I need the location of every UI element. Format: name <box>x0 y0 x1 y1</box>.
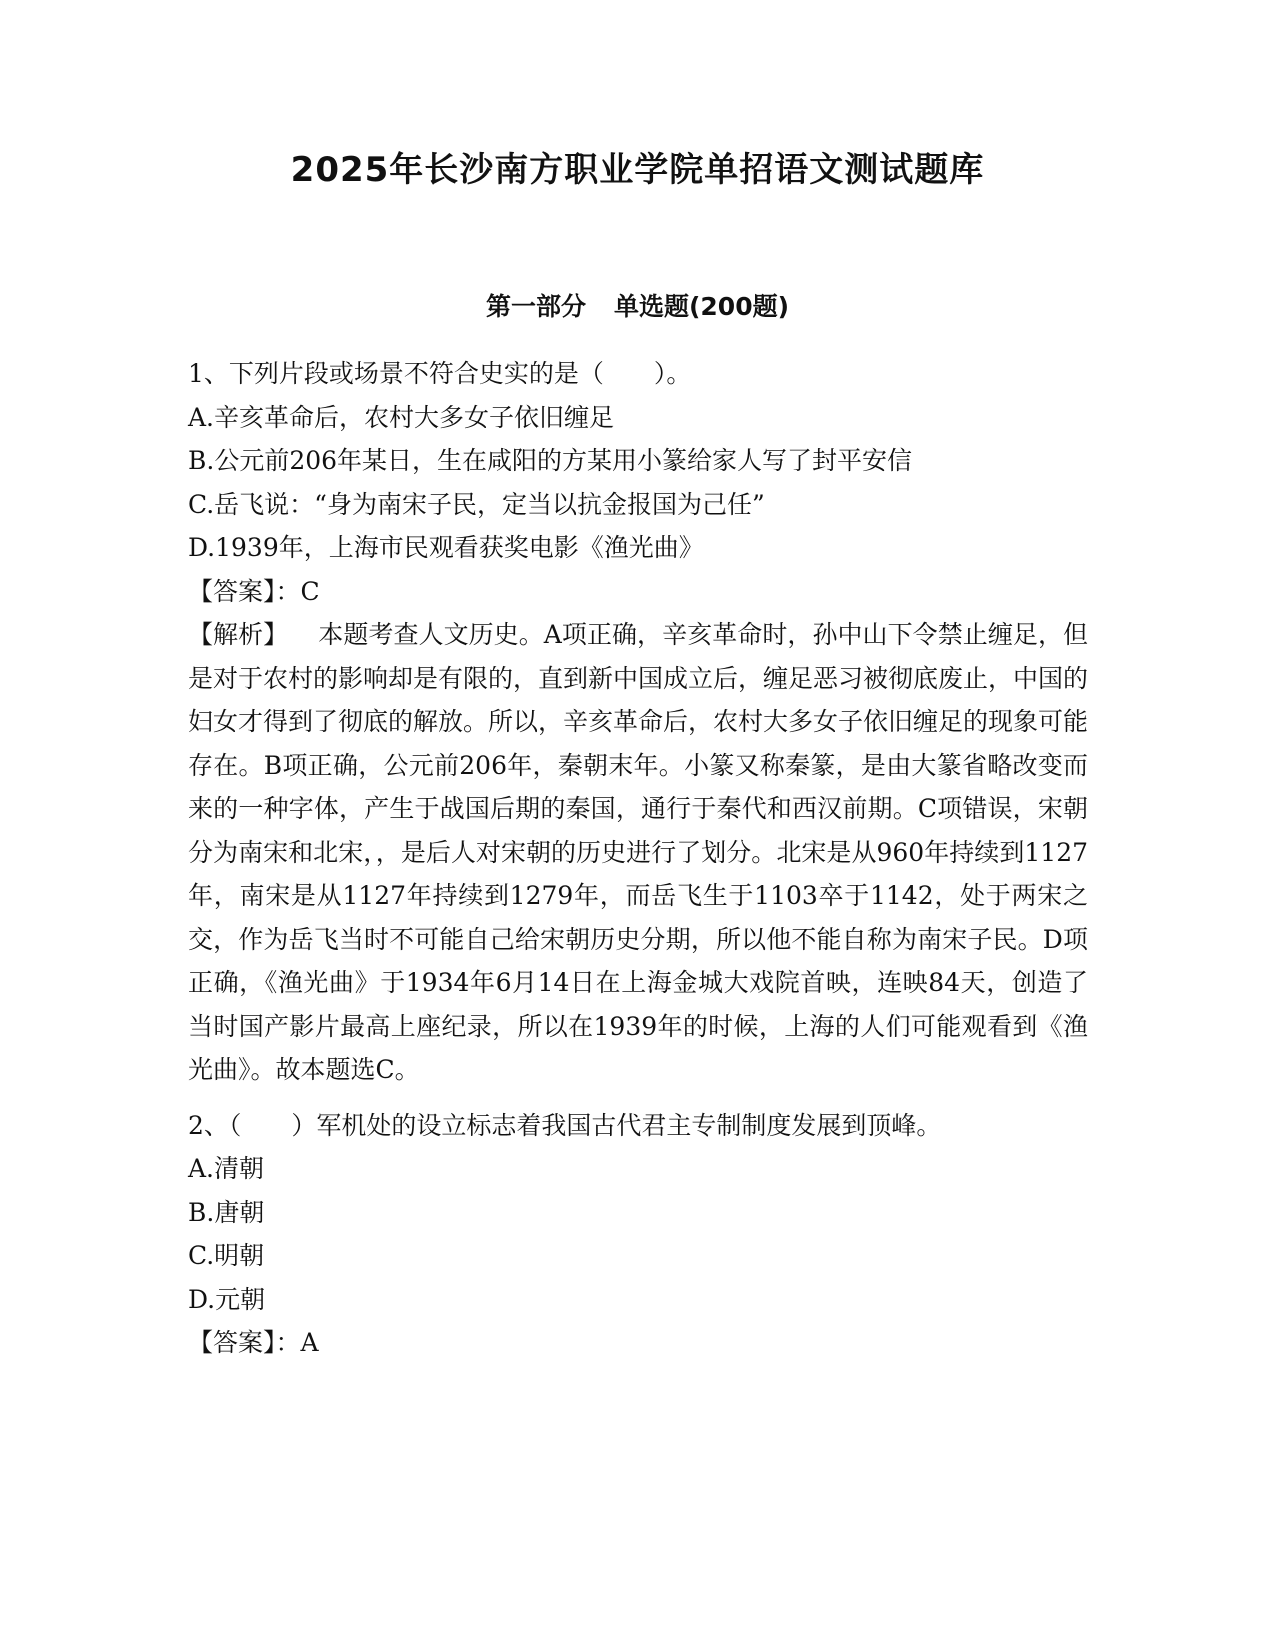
analysis-text: 本题考查人文历史。A项正确，辛亥革命时，孙中山下令禁止缠足，但是对于农村的影响却是有限的，直到新中国成立后，缠足恶习被彻底废止，中国的妇女才得到了彻底的解放。所以，辛亥革命后，农村大多女子依旧缠足的现象可能存在。B项正确，公元前206年，秦朝末年。小篆又称秦篆，是由大篆省略改变而来的一种字体，产生于战国后期的秦国，通行于秦代和西汉前期。C项错误，宋朝分为南宋和北宋，，是后人对宋朝的历史进行了划分。北宋是从960年持续到1127年，南宋是从1127年持续到1279年，而岳飞生于1103卒于1142，处于两宋之交，作为岳飞当时不可能自己给宋朝历史分期，所以他不能自称为南宋子民。D项正确，《渔光曲》于1934年6月14日在上海金城大戏院首映，连映84天，创造了当时国产影片最高上座纪录，所以在1939年的时候，上海的人们可能观看到《渔光曲》。故本题选C。 <box>188 620 1089 1084</box>
section-title: 单选题(200题) <box>613 292 790 321</box>
question-stem: 1、下列片段或场景不符合史实的是（ ）。 <box>188 359 692 388</box>
section-part: 第一部分 <box>485 292 586 321</box>
analysis-paragraph <box>188 613 1088 1092</box>
option-d: D.元朝 <box>188 1284 266 1314</box>
question-item-1 <box>188 352 1088 1092</box>
option-d: D.1939年，上海市民观看获奖电影《渔光曲》 <box>188 533 704 562</box>
document-title: 2025年长沙南方职业学院单招语文测试题库 <box>290 150 985 190</box>
question-list <box>188 352 1088 1365</box>
question-item-2 <box>188 1104 1088 1365</box>
option-b: B.唐朝 <box>188 1197 265 1227</box>
question-stem: 2、（ ）军机处的设立标志着我国古代君主专制制度发展到顶峰。 <box>188 1110 942 1140</box>
section-heading <box>0 290 1275 324</box>
answer-value: A <box>300 1328 319 1357</box>
answer-line <box>188 1321 1088 1365</box>
answer-value: C <box>300 576 320 606</box>
answer-label: 【答案】： <box>188 576 301 606</box>
answer-line <box>188 570 1088 614</box>
option-c: C.岳飞说：“身为南宋子民，定当以抗金报国为己任” <box>188 489 765 519</box>
option-b: B.公元前206年某日，生在咸阳的方某用小篆给家人写了封平安信 <box>188 446 913 475</box>
option-a: A.辛亥革命后，农村大多女子依旧缠足 <box>188 402 615 432</box>
analysis-label: 【解析】 <box>188 620 289 649</box>
option-a: A.清朝 <box>188 1154 265 1183</box>
option-c: C.明朝 <box>188 1241 265 1270</box>
answer-label: 【答案】： <box>188 1328 301 1357</box>
